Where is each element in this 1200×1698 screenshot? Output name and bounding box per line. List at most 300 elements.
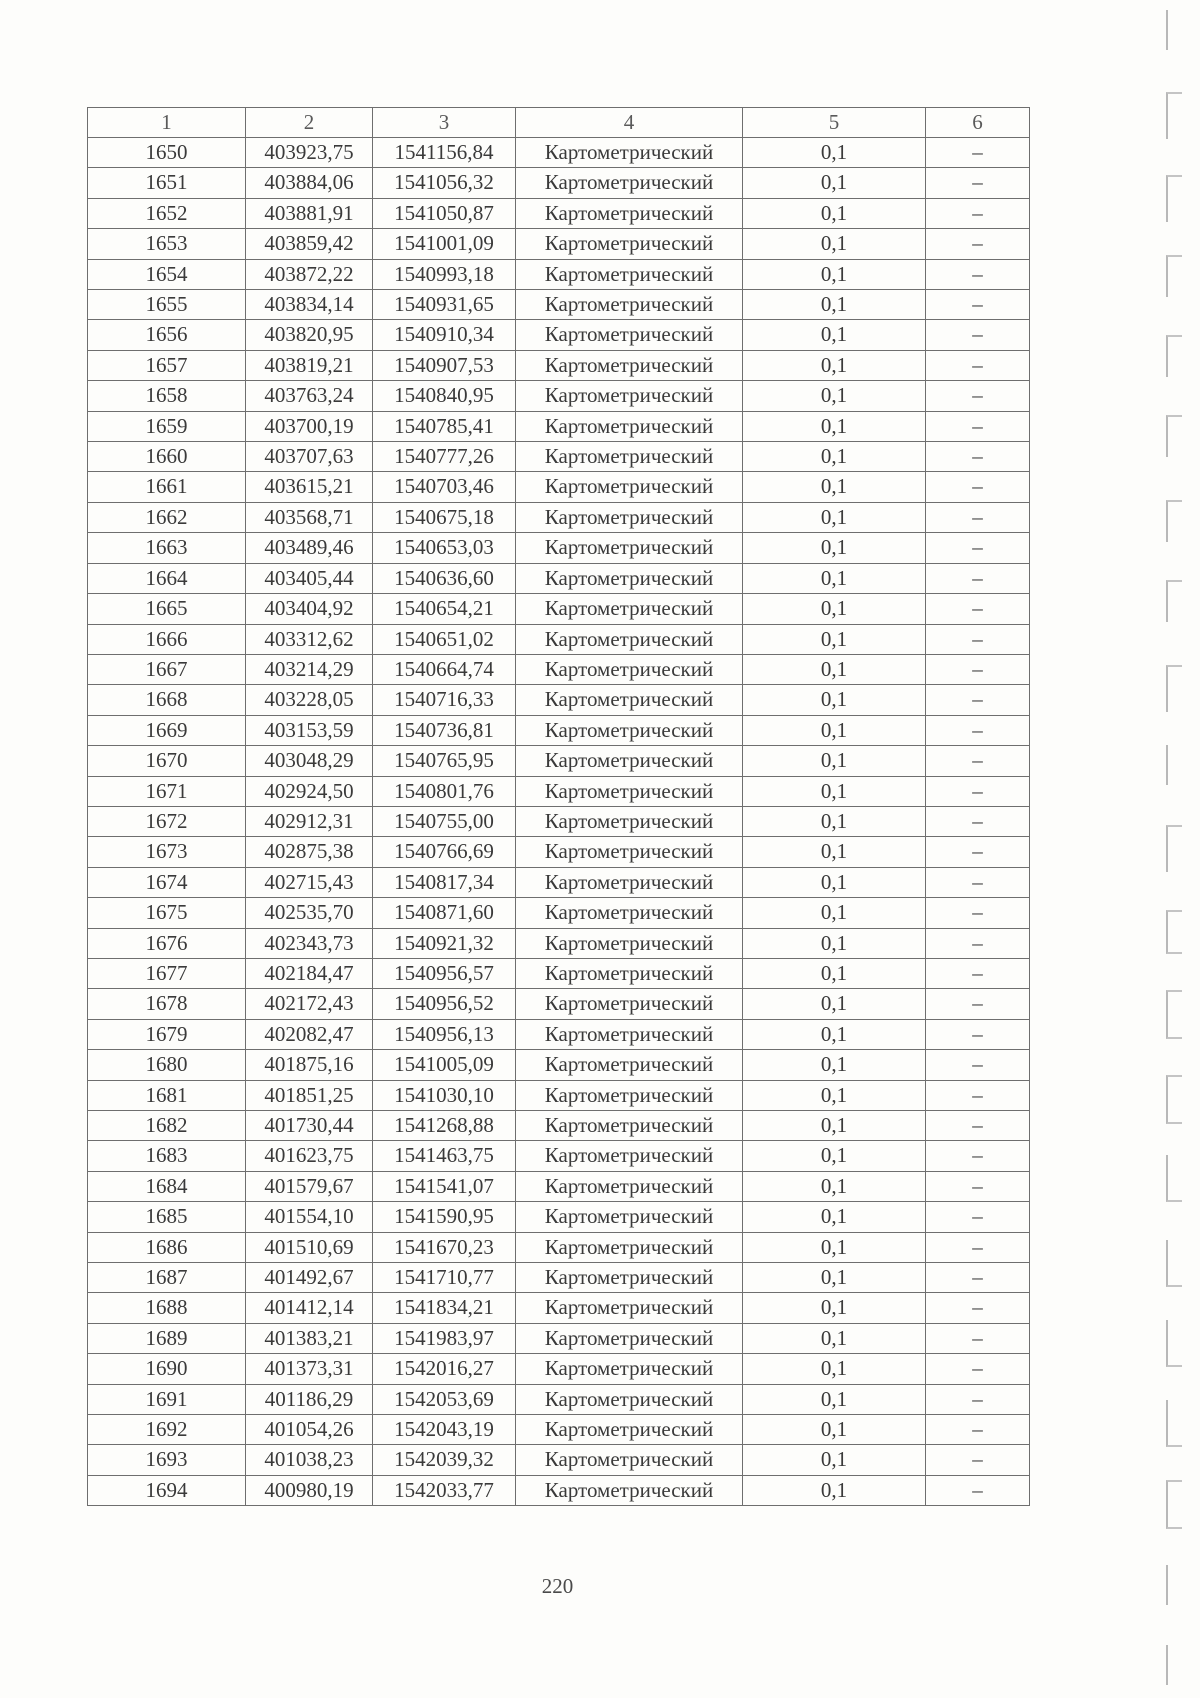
- cell-x-coordinate: 403820,95: [246, 320, 373, 350]
- cell-method: Картометрический: [516, 654, 743, 684]
- binding-mark: [1166, 1400, 1182, 1447]
- cell-point-number: 1675: [88, 898, 246, 928]
- cell-method: Картометрический: [516, 1384, 743, 1414]
- cell-method: Картометрический: [516, 1293, 743, 1323]
- cell-accuracy: 0,1: [743, 1475, 926, 1505]
- cell-method: Картометрический: [516, 1354, 743, 1384]
- cell-method: Картометрический: [516, 958, 743, 988]
- table-row: [88, 958, 1030, 988]
- table-row: [88, 1445, 1030, 1475]
- table-row: [88, 320, 1030, 350]
- cell-note: –: [926, 624, 1030, 654]
- cell-point-number: 1687: [88, 1263, 246, 1293]
- cell-y-coordinate: 1540766,69: [373, 837, 516, 867]
- coordinates-table: [87, 107, 1030, 1506]
- cell-note: –: [926, 928, 1030, 958]
- cell-x-coordinate: 402172,43: [246, 989, 373, 1019]
- cell-accuracy: 0,1: [743, 837, 926, 867]
- cell-note: –: [926, 229, 1030, 259]
- cell-y-coordinate: 1542039,32: [373, 1445, 516, 1475]
- table-row: [88, 168, 1030, 198]
- table-row: [88, 746, 1030, 776]
- cell-note: –: [926, 898, 1030, 928]
- cell-x-coordinate: 402184,47: [246, 958, 373, 988]
- binding-mark: [1166, 255, 1182, 297]
- cell-x-coordinate: 401038,23: [246, 1445, 373, 1475]
- cell-x-coordinate: 402924,50: [246, 776, 373, 806]
- binding-mark: [1166, 1480, 1182, 1529]
- cell-method: Картометрический: [516, 594, 743, 624]
- cell-y-coordinate: 1542043,19: [373, 1415, 516, 1445]
- cell-y-coordinate: 1541005,09: [373, 1050, 516, 1080]
- cell-point-number: 1691: [88, 1384, 246, 1414]
- cell-accuracy: 0,1: [743, 1019, 926, 1049]
- cell-x-coordinate: 403859,42: [246, 229, 373, 259]
- cell-x-coordinate: 403923,75: [246, 138, 373, 168]
- cell-x-coordinate: 403228,05: [246, 685, 373, 715]
- cell-x-coordinate: 403568,71: [246, 502, 373, 532]
- header-cell-6: 6: [926, 108, 1030, 138]
- cell-y-coordinate: 1540654,21: [373, 594, 516, 624]
- cell-y-coordinate: 1540664,74: [373, 654, 516, 684]
- cell-y-coordinate: 1541710,77: [373, 1263, 516, 1293]
- cell-method: Картометрический: [516, 1415, 743, 1445]
- cell-method: Картометрический: [516, 168, 743, 198]
- cell-method: Картометрический: [516, 229, 743, 259]
- cell-note: –: [926, 1050, 1030, 1080]
- binding-mark: [1166, 335, 1182, 377]
- cell-x-coordinate: 401875,16: [246, 1050, 373, 1080]
- binding-mark: [1166, 415, 1182, 457]
- cell-accuracy: 0,1: [743, 654, 926, 684]
- cell-method: Картометрический: [516, 1050, 743, 1080]
- cell-point-number: 1661: [88, 472, 246, 502]
- cell-method: Картометрический: [516, 1323, 743, 1353]
- cell-accuracy: 0,1: [743, 624, 926, 654]
- cell-x-coordinate: 402535,70: [246, 898, 373, 928]
- cell-x-coordinate: 403872,22: [246, 259, 373, 289]
- table-row: [88, 381, 1030, 411]
- binding-mark: [1166, 910, 1182, 954]
- cell-point-number: 1683: [88, 1141, 246, 1171]
- table-row: [88, 1050, 1030, 1080]
- cell-note: –: [926, 259, 1030, 289]
- cell-point-number: 1681: [88, 1080, 246, 1110]
- binding-mark: [1166, 745, 1182, 785]
- binding-mark: [1166, 1320, 1182, 1367]
- cell-x-coordinate: 403881,91: [246, 198, 373, 228]
- table-row: [88, 1415, 1030, 1445]
- cell-method: Картометрический: [516, 624, 743, 654]
- table-row: [88, 502, 1030, 532]
- table-row: [88, 563, 1030, 593]
- cell-x-coordinate: 403819,21: [246, 350, 373, 380]
- cell-note: –: [926, 958, 1030, 988]
- cell-point-number: 1673: [88, 837, 246, 867]
- cell-y-coordinate: 1540907,53: [373, 350, 516, 380]
- cell-y-coordinate: 1540817,34: [373, 867, 516, 897]
- header-cell-1: 1: [88, 108, 246, 138]
- cell-y-coordinate: 1540801,76: [373, 776, 516, 806]
- cell-point-number: 1651: [88, 168, 246, 198]
- cell-point-number: 1671: [88, 776, 246, 806]
- cell-accuracy: 0,1: [743, 1354, 926, 1384]
- cell-method: Картометрический: [516, 776, 743, 806]
- cell-point-number: 1656: [88, 320, 246, 350]
- cell-x-coordinate: 401623,75: [246, 1141, 373, 1171]
- table-row: [88, 1232, 1030, 1262]
- cell-note: –: [926, 350, 1030, 380]
- cell-point-number: 1688: [88, 1293, 246, 1323]
- cell-x-coordinate: 403214,29: [246, 654, 373, 684]
- table-row: [88, 594, 1030, 624]
- cell-x-coordinate: 403707,63: [246, 442, 373, 472]
- table-header: [88, 108, 1030, 138]
- cell-method: Картометрический: [516, 1080, 743, 1110]
- cell-method: Картометрический: [516, 533, 743, 563]
- cell-y-coordinate: 1541541,07: [373, 1171, 516, 1201]
- cell-method: Картометрический: [516, 746, 743, 776]
- cell-note: –: [926, 198, 1030, 228]
- binding-mark: [1166, 1155, 1182, 1202]
- cell-accuracy: 0,1: [743, 259, 926, 289]
- cell-point-number: 1690: [88, 1354, 246, 1384]
- cell-y-coordinate: 1540840,95: [373, 381, 516, 411]
- cell-point-number: 1674: [88, 867, 246, 897]
- table-row: [88, 472, 1030, 502]
- table-row: [88, 229, 1030, 259]
- cell-point-number: 1693: [88, 1445, 246, 1475]
- cell-y-coordinate: 1540993,18: [373, 259, 516, 289]
- cell-note: –: [926, 168, 1030, 198]
- cell-y-coordinate: 1542053,69: [373, 1384, 516, 1414]
- cell-x-coordinate: 401383,21: [246, 1323, 373, 1353]
- table-row: [88, 685, 1030, 715]
- cell-point-number: 1667: [88, 654, 246, 684]
- cell-point-number: 1679: [88, 1019, 246, 1049]
- cell-note: –: [926, 1171, 1030, 1201]
- cell-note: –: [926, 806, 1030, 836]
- table-row: [88, 1141, 1030, 1171]
- cell-point-number: 1692: [88, 1415, 246, 1445]
- table-row: [88, 1354, 1030, 1384]
- cell-note: –: [926, 290, 1030, 320]
- cell-x-coordinate: 402343,73: [246, 928, 373, 958]
- cell-accuracy: 0,1: [743, 533, 926, 563]
- cell-y-coordinate: 1541670,23: [373, 1232, 516, 1262]
- cell-x-coordinate: 401186,29: [246, 1384, 373, 1414]
- cell-note: –: [926, 1202, 1030, 1232]
- cell-y-coordinate: 1541834,21: [373, 1293, 516, 1323]
- cell-note: –: [926, 594, 1030, 624]
- cell-accuracy: 0,1: [743, 594, 926, 624]
- cell-y-coordinate: 1542016,27: [373, 1354, 516, 1384]
- binding-mark: [1166, 1565, 1182, 1605]
- cell-accuracy: 0,1: [743, 1080, 926, 1110]
- cell-accuracy: 0,1: [743, 958, 926, 988]
- cell-point-number: 1669: [88, 715, 246, 745]
- cell-accuracy: 0,1: [743, 806, 926, 836]
- cell-note: –: [926, 746, 1030, 776]
- cell-accuracy: 0,1: [743, 290, 926, 320]
- cell-method: Картометрический: [516, 502, 743, 532]
- table-row: [88, 1080, 1030, 1110]
- cell-x-coordinate: 403404,92: [246, 594, 373, 624]
- cell-y-coordinate: 1540956,57: [373, 958, 516, 988]
- cell-y-coordinate: 1540765,95: [373, 746, 516, 776]
- cell-method: Картометрический: [516, 290, 743, 320]
- cell-method: Картометрический: [516, 928, 743, 958]
- cell-method: Картометрический: [516, 1445, 743, 1475]
- table-row: [88, 1475, 1030, 1505]
- table-row: [88, 1019, 1030, 1049]
- cell-x-coordinate: 403489,46: [246, 533, 373, 563]
- cell-x-coordinate: 400980,19: [246, 1475, 373, 1505]
- cell-y-coordinate: 1540785,41: [373, 411, 516, 441]
- cell-y-coordinate: 1540871,60: [373, 898, 516, 928]
- cell-note: –: [926, 989, 1030, 1019]
- binding-mark: [1166, 825, 1182, 872]
- cell-y-coordinate: 1540653,03: [373, 533, 516, 563]
- table-body: [88, 138, 1030, 1506]
- header-cell-5: 5: [743, 108, 926, 138]
- cell-x-coordinate: 403405,44: [246, 563, 373, 593]
- cell-point-number: 1668: [88, 685, 246, 715]
- header-cell-4: 4: [516, 108, 743, 138]
- cell-x-coordinate: 403312,62: [246, 624, 373, 654]
- cell-x-coordinate: 403615,21: [246, 472, 373, 502]
- cell-x-coordinate: 401510,69: [246, 1232, 373, 1262]
- table-row: [88, 1323, 1030, 1353]
- table-row: [88, 928, 1030, 958]
- cell-accuracy: 0,1: [743, 229, 926, 259]
- cell-x-coordinate: 401373,31: [246, 1354, 373, 1384]
- cell-y-coordinate: 1541050,87: [373, 198, 516, 228]
- table-row: [88, 1111, 1030, 1141]
- cell-x-coordinate: 401492,67: [246, 1263, 373, 1293]
- cell-point-number: 1670: [88, 746, 246, 776]
- cell-point-number: 1650: [88, 138, 246, 168]
- table-row: [88, 138, 1030, 168]
- cell-method: Картометрический: [516, 1263, 743, 1293]
- cell-method: Картометрический: [516, 350, 743, 380]
- table-row: [88, 867, 1030, 897]
- table-row: [88, 776, 1030, 806]
- cell-x-coordinate: 403834,14: [246, 290, 373, 320]
- cell-accuracy: 0,1: [743, 198, 926, 228]
- cell-point-number: 1660: [88, 442, 246, 472]
- cell-x-coordinate: 401851,25: [246, 1080, 373, 1110]
- cell-method: Картометрический: [516, 898, 743, 928]
- cell-x-coordinate: 402082,47: [246, 1019, 373, 1049]
- cell-note: –: [926, 563, 1030, 593]
- cell-accuracy: 0,1: [743, 563, 926, 593]
- cell-accuracy: 0,1: [743, 442, 926, 472]
- cell-point-number: 1663: [88, 533, 246, 563]
- cell-note: –: [926, 715, 1030, 745]
- cell-point-number: 1680: [88, 1050, 246, 1080]
- cell-note: –: [926, 1384, 1030, 1414]
- cell-method: Картометрический: [516, 685, 743, 715]
- cell-x-coordinate: 401554,10: [246, 1202, 373, 1232]
- cell-y-coordinate: 1542033,77: [373, 1475, 516, 1505]
- cell-point-number: 1678: [88, 989, 246, 1019]
- cell-method: Картометрический: [516, 1232, 743, 1262]
- header-cell-2: 2: [246, 108, 373, 138]
- cell-note: –: [926, 442, 1030, 472]
- cell-method: Картометрический: [516, 442, 743, 472]
- cell-method: Картометрический: [516, 1019, 743, 1049]
- cell-point-number: 1676: [88, 928, 246, 958]
- cell-y-coordinate: 1540675,18: [373, 502, 516, 532]
- cell-x-coordinate: 403763,24: [246, 381, 373, 411]
- cell-method: Картометрический: [516, 715, 743, 745]
- page-number: 220: [541, 1574, 574, 1598]
- cell-y-coordinate: 1541156,84: [373, 138, 516, 168]
- cell-x-coordinate: 402875,38: [246, 837, 373, 867]
- cell-method: Картометрический: [516, 411, 743, 441]
- cell-note: –: [926, 1232, 1030, 1262]
- cell-x-coordinate: 403153,59: [246, 715, 373, 745]
- cell-y-coordinate: 1541463,75: [373, 1141, 516, 1171]
- cell-note: –: [926, 320, 1030, 350]
- binding-mark: [1166, 1645, 1182, 1685]
- binding-mark: [1166, 1240, 1182, 1287]
- cell-accuracy: 0,1: [743, 1445, 926, 1475]
- cell-note: –: [926, 502, 1030, 532]
- cell-point-number: 1653: [88, 229, 246, 259]
- cell-note: –: [926, 685, 1030, 715]
- table-row: [88, 624, 1030, 654]
- cell-y-coordinate: 1541590,95: [373, 1202, 516, 1232]
- cell-y-coordinate: 1540956,52: [373, 989, 516, 1019]
- cell-note: –: [926, 1263, 1030, 1293]
- cell-point-number: 1672: [88, 806, 246, 836]
- cell-y-coordinate: 1540636,60: [373, 563, 516, 593]
- cell-accuracy: 0,1: [743, 350, 926, 380]
- cell-accuracy: 0,1: [743, 320, 926, 350]
- cell-note: –: [926, 138, 1030, 168]
- cell-note: –: [926, 411, 1030, 441]
- header-cell-3: 3: [373, 108, 516, 138]
- cell-note: –: [926, 1080, 1030, 1110]
- cell-y-coordinate: 1540703,46: [373, 472, 516, 502]
- cell-accuracy: 0,1: [743, 138, 926, 168]
- cell-y-coordinate: 1540956,13: [373, 1019, 516, 1049]
- cell-point-number: 1684: [88, 1171, 246, 1201]
- cell-accuracy: 0,1: [743, 928, 926, 958]
- cell-accuracy: 0,1: [743, 867, 926, 897]
- cell-point-number: 1686: [88, 1232, 246, 1262]
- cell-method: Картометрический: [516, 867, 743, 897]
- cell-method: Картометрический: [516, 1202, 743, 1232]
- cell-note: –: [926, 867, 1030, 897]
- table-row: [88, 259, 1030, 289]
- cell-accuracy: 0,1: [743, 168, 926, 198]
- cell-method: Картометрический: [516, 989, 743, 1019]
- cell-y-coordinate: 1540651,02: [373, 624, 516, 654]
- table-row: [88, 1384, 1030, 1414]
- cell-note: –: [926, 1323, 1030, 1353]
- cell-accuracy: 0,1: [743, 1384, 926, 1414]
- table-row: [88, 411, 1030, 441]
- cell-note: –: [926, 472, 1030, 502]
- cell-accuracy: 0,1: [743, 1232, 926, 1262]
- cell-point-number: 1659: [88, 411, 246, 441]
- binding-mark: [1166, 175, 1182, 222]
- cell-point-number: 1655: [88, 290, 246, 320]
- cell-method: Картометрический: [516, 472, 743, 502]
- binding-mark: [1166, 500, 1182, 542]
- cell-point-number: 1662: [88, 502, 246, 532]
- cell-accuracy: 0,1: [743, 411, 926, 441]
- cell-point-number: 1685: [88, 1202, 246, 1232]
- cell-point-number: 1654: [88, 259, 246, 289]
- cell-accuracy: 0,1: [743, 685, 926, 715]
- cell-x-coordinate: 403700,19: [246, 411, 373, 441]
- cell-point-number: 1682: [88, 1111, 246, 1141]
- table-row: [88, 898, 1030, 928]
- cell-y-coordinate: 1541001,09: [373, 229, 516, 259]
- cell-accuracy: 0,1: [743, 472, 926, 502]
- cell-accuracy: 0,1: [743, 1141, 926, 1171]
- table-row: [88, 806, 1030, 836]
- table-row: [88, 198, 1030, 228]
- binding-mark: [1166, 10, 1182, 50]
- cell-point-number: 1677: [88, 958, 246, 988]
- cell-y-coordinate: 1540716,33: [373, 685, 516, 715]
- cell-y-coordinate: 1541056,32: [373, 168, 516, 198]
- cell-accuracy: 0,1: [743, 1050, 926, 1080]
- table-row: [88, 290, 1030, 320]
- table-row: [88, 837, 1030, 867]
- cell-y-coordinate: 1540931,65: [373, 290, 516, 320]
- cell-method: Картометрический: [516, 563, 743, 593]
- cell-method: Картометрический: [516, 837, 743, 867]
- cell-point-number: 1694: [88, 1475, 246, 1505]
- table-row: [88, 715, 1030, 745]
- header-row: [88, 108, 1030, 138]
- cell-note: –: [926, 1141, 1030, 1171]
- binding-mark: [1166, 665, 1182, 712]
- cell-accuracy: 0,1: [743, 1323, 926, 1353]
- cell-note: –: [926, 654, 1030, 684]
- cell-note: –: [926, 1354, 1030, 1384]
- table-row: [88, 350, 1030, 380]
- cell-x-coordinate: 403884,06: [246, 168, 373, 198]
- binding-mark: [1166, 580, 1182, 622]
- table-row: [88, 654, 1030, 684]
- cell-note: –: [926, 381, 1030, 411]
- cell-note: –: [926, 1475, 1030, 1505]
- cell-method: Картометрический: [516, 1111, 743, 1141]
- cell-note: –: [926, 1415, 1030, 1445]
- cell-y-coordinate: 1540736,81: [373, 715, 516, 745]
- cell-method: Картометрический: [516, 198, 743, 228]
- cell-point-number: 1664: [88, 563, 246, 593]
- binding-mark: [1166, 92, 1182, 139]
- table-row: [88, 1263, 1030, 1293]
- cell-point-number: 1665: [88, 594, 246, 624]
- cell-note: –: [926, 837, 1030, 867]
- cell-accuracy: 0,1: [743, 1171, 926, 1201]
- cell-method: Картометрический: [516, 320, 743, 350]
- cell-accuracy: 0,1: [743, 1293, 926, 1323]
- table-row: [88, 989, 1030, 1019]
- cell-method: Картометрический: [516, 259, 743, 289]
- binding-mark: [1166, 990, 1182, 1039]
- cell-point-number: 1689: [88, 1323, 246, 1353]
